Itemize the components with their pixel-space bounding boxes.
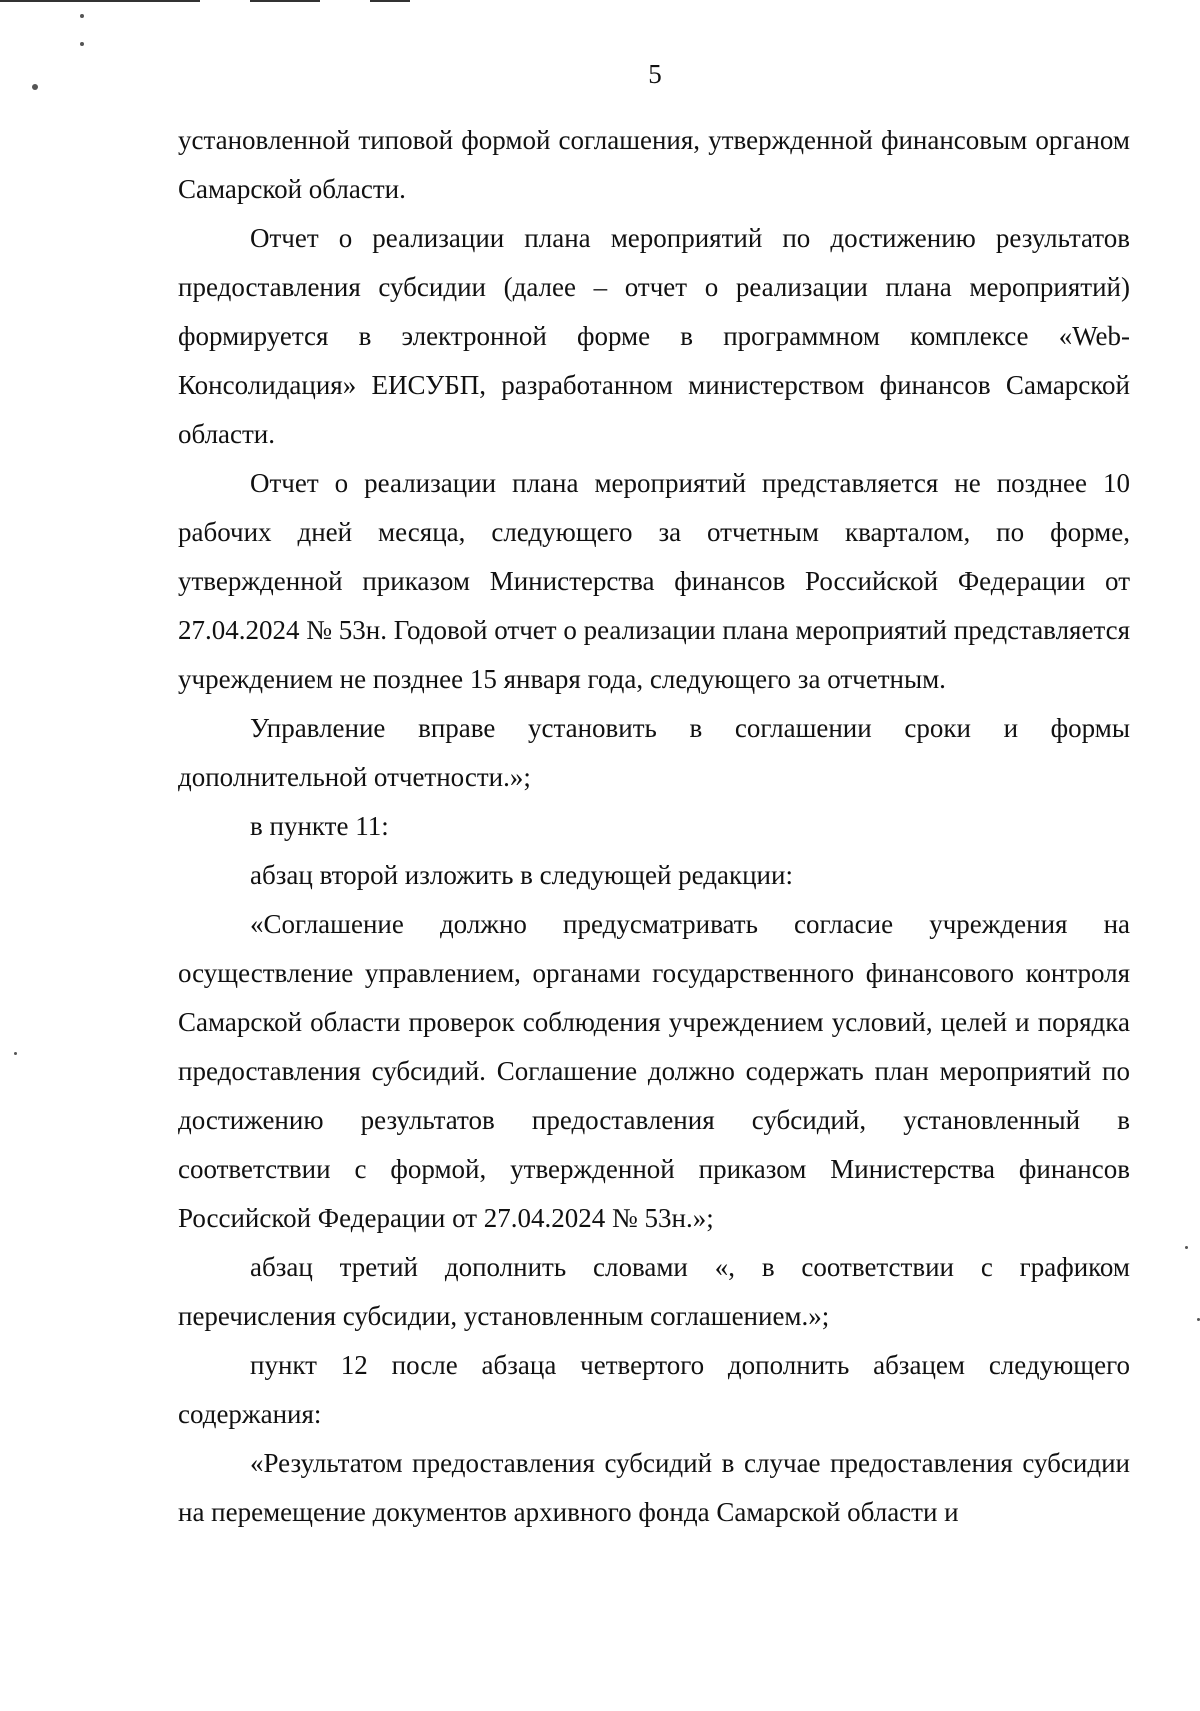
paragraph: в пункте 11:	[250, 811, 389, 841]
scan-speck	[80, 14, 84, 18]
paragraph: «Соглашение должно предусматривать согласие учреждения на осуществление управлением, органами государственного финансового контроля Самарской области проверок соблюдения учреждением условий, целей и порядка предоставления субсидий. Соглашение должно содержать план мероприятий по достижению результатов предоставления субсидий, установленный в соответствии с формой, утвержденной приказом Министерства финансов Российской Федерации от 27.04.2024 № 53н.»;	[178, 909, 1130, 1233]
paragraph: установленной типовой формой соглашения, утвержденной финансовым органом Самарской области.	[178, 125, 1130, 204]
scan-edge-rule	[0, 0, 200, 2]
paragraph: Отчет о реализации плана мероприятий по достижению результатов предоставления субсидии (далее – отчет о реализации плана мероприятий) формируется в электронной форме в программном комплексе «Web-Консолидация» ЕИСУБП, разработанном министерством финансов Самарской области.	[178, 223, 1130, 449]
scan-edge-rule	[250, 0, 320, 2]
paragraph: Управление вправе установить в соглашении сроки и формы дополнительной отчетности.»;	[178, 713, 1130, 792]
scan-speck	[1185, 1246, 1188, 1249]
scan-edge-rule	[370, 0, 410, 2]
scan-speck	[80, 42, 84, 46]
paragraph: абзац третий дополнить словами «, в соответствии с графиком перечисления субсидии, установленным соглашением.»;	[178, 1252, 1130, 1331]
paragraph: «Результатом предоставления субсидий в случае предоставления субсидии на перемещение документов архивного фонда Самарской области и	[178, 1448, 1130, 1527]
page-number: 5	[648, 59, 662, 89]
scan-speck	[14, 1052, 17, 1055]
paragraph: Отчет о реализации плана мероприятий представляется не позднее 10 рабочих дней месяца, следующего за отчетным кварталом, по форме, утвержденной приказом Министерства финансов Российской Федерации от 27.04.2024 № 53н. Годовой отчет о реализации плана мероприятий представляется учреждением не позднее 15 января года, следующего за отчетным.	[178, 468, 1130, 694]
paragraph: абзац второй изложить в следующей редакции:	[250, 860, 793, 890]
document-body	[178, 116, 1130, 1537]
paragraph: пункт 12 после абзаца четвертого дополнить абзацем следующего содержания:	[178, 1350, 1130, 1429]
